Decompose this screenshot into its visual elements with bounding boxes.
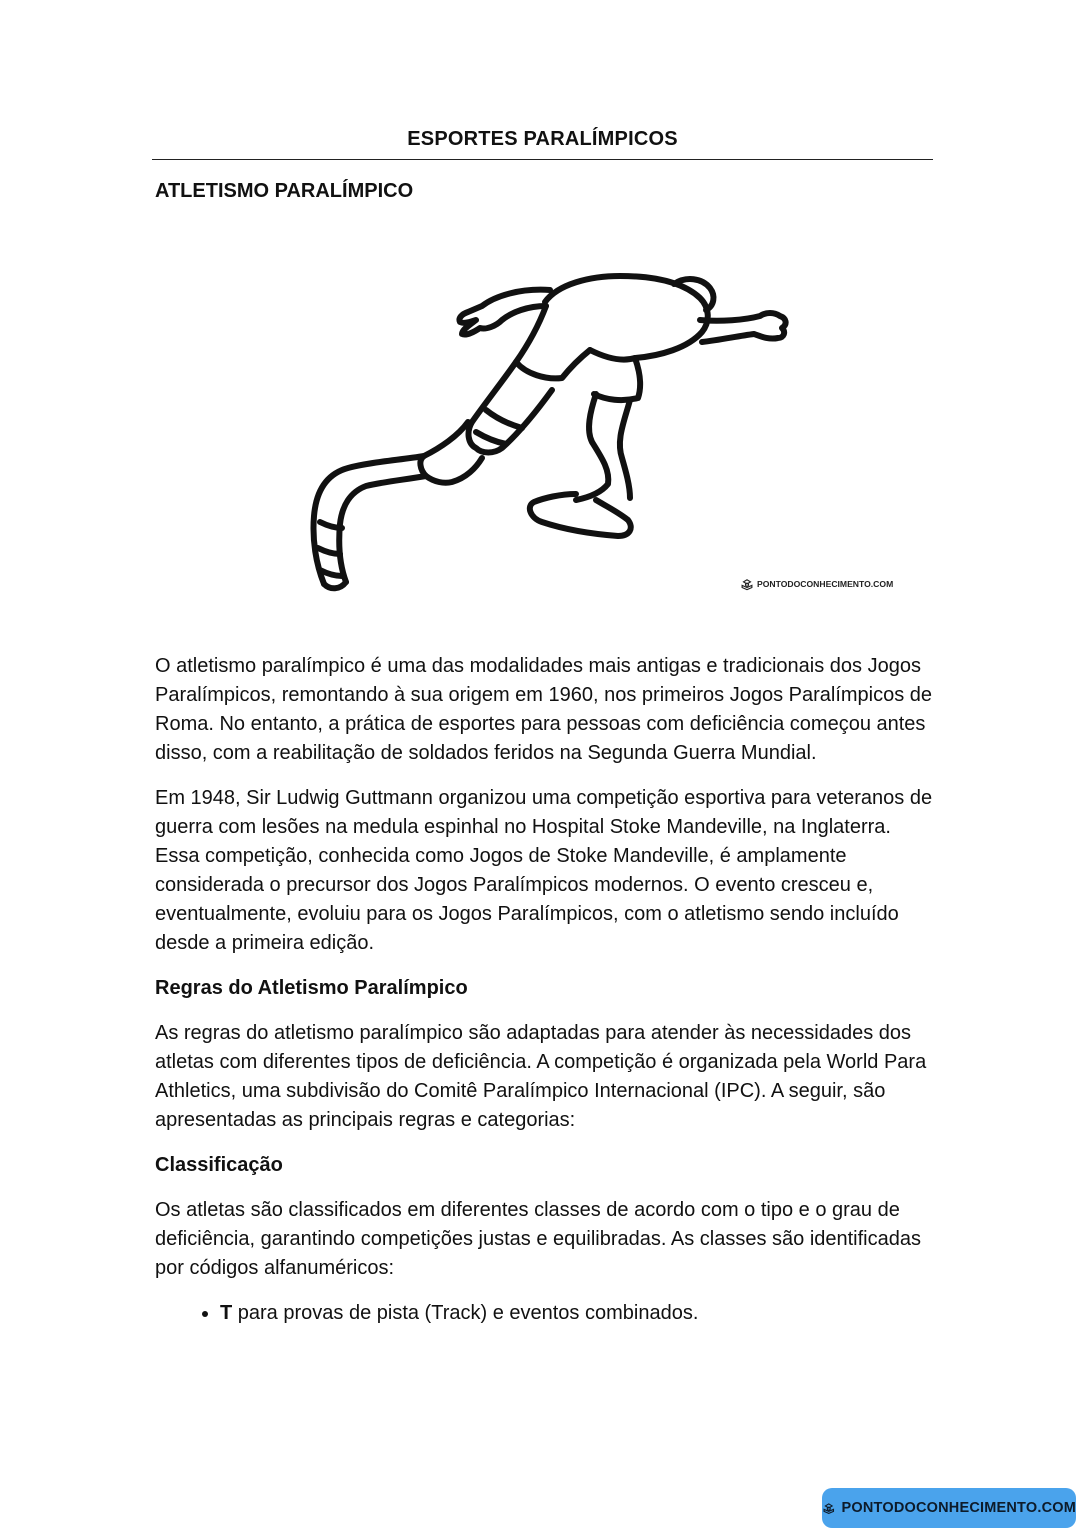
article-body bbox=[155, 652, 940, 1328]
section-heading: ATLETISMO PARALÍMPICO bbox=[155, 180, 414, 202]
reading-person-icon bbox=[740, 577, 754, 591]
footer-brand-text: PONTODOCONHECIMENTO.COM bbox=[841, 1500, 1076, 1516]
document-title: ESPORTES PARALÍMPICOS bbox=[407, 128, 678, 150]
illustration-credit bbox=[740, 576, 893, 592]
prosthetic-runner-illustration bbox=[290, 262, 810, 602]
reading-person-icon bbox=[822, 1496, 836, 1520]
classification-paragraph: Os atletas são classificados em diferentes classes de acordo com o tipo e o grau de deficiência, garantindo competições justas e equilibradas. As classes são identificadas por códigos alfanuméricos: bbox=[155, 1199, 921, 1279]
class-description: para provas de pista (Track) e eventos combinados. bbox=[232, 1302, 699, 1324]
classification-list bbox=[155, 1299, 940, 1328]
history-paragraph: Em 1948, Sir Ludwig Guttmann organizou uma competição esportiva para veteranos de guerra com lesões na medula espinhal no Hospital Stoke Mandeville, na Inglaterra. Essa competição, conhecida como Jogos de Stoke Mandeville, é amplamente considerada o precursor dos Jogos Paralímpicos modernos. O evento cresceu e, eventualmente, evoluiu para os Jogos Paralímpicos, com o atletismo sendo incluído desde a primeira edição. bbox=[155, 787, 933, 954]
classification-heading: Classificação bbox=[155, 1154, 283, 1176]
illustration-credit-text: PONTODOCONHECIMENTO.COM bbox=[757, 579, 894, 589]
rules-heading: Regras do Atletismo Paralímpico bbox=[155, 977, 468, 999]
intro-paragraph: O atletismo paralímpico é uma das modalidades mais antigas e tradicionais dos Jogos Paralímpicos, remontando à sua origem em 1960, nos primeiros Jogos Paralímpicos de Roma. No entanto, a prática de esportes para pessoas com deficiência começou antes disso, com a reabilitação de soldados feridos na Segunda Guerra Mundial. bbox=[155, 655, 933, 764]
list-item bbox=[220, 1299, 940, 1328]
footer-brand-badge[interactable] bbox=[822, 1488, 1076, 1528]
rules-paragraph: As regras do atletismo paralímpico são adaptadas para atender às necessidades dos atletas com diferentes tipos de deficiência. A competição é organizada pela World Para Athletics, uma subdivisão do Comitê Paralímpico Internacional (IPC). A seguir, são apresentadas as principais regras e categorias: bbox=[155, 1022, 927, 1131]
title-divider bbox=[152, 159, 933, 160]
class-code: T bbox=[220, 1302, 233, 1324]
